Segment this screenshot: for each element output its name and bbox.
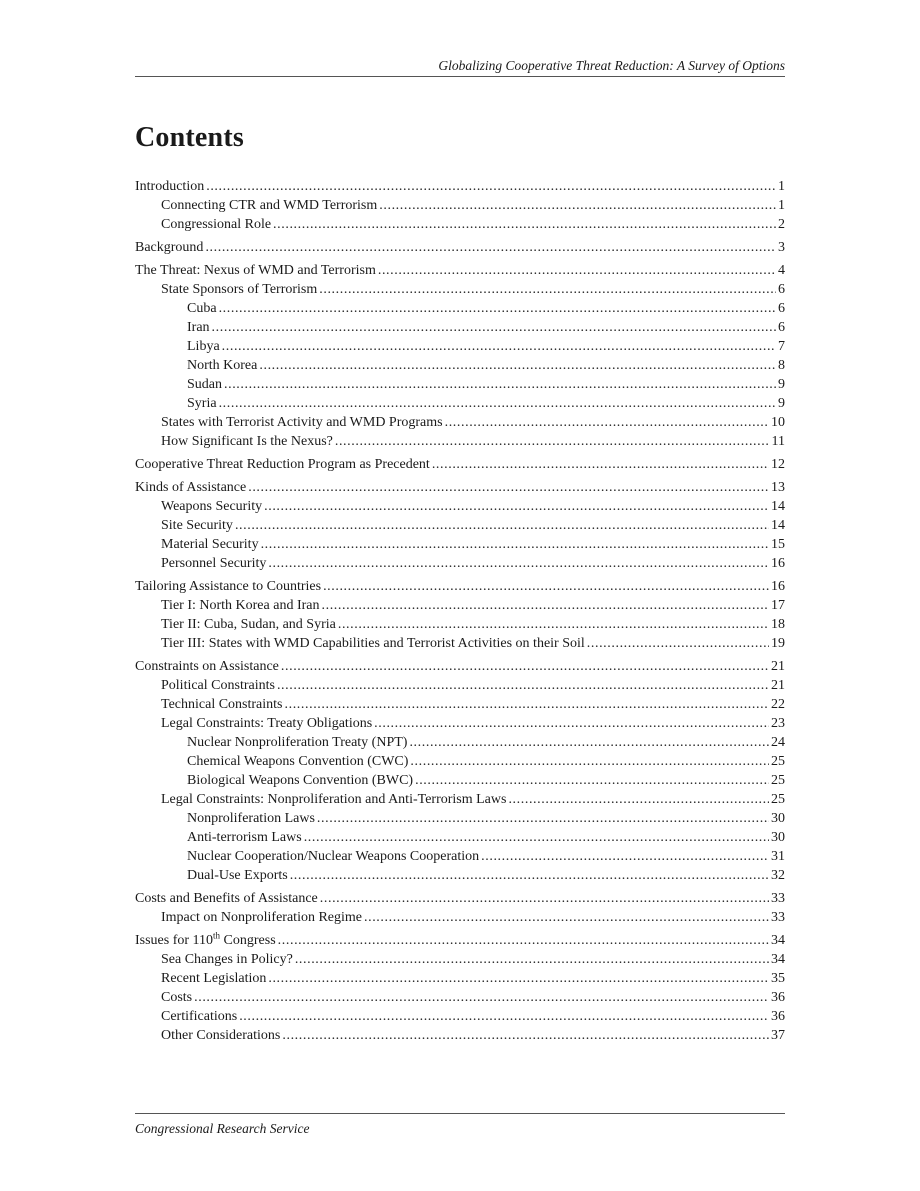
toc-entry-label: Cooperative Threat Reduction Program as Precedent bbox=[135, 457, 430, 472]
toc-entry[interactable] bbox=[135, 497, 785, 516]
toc-dot-leader bbox=[261, 535, 769, 554]
toc-page-number: 17 bbox=[771, 598, 785, 613]
toc-entry[interactable] bbox=[135, 1007, 785, 1026]
toc-entry-label: Tier III: States with WMD Capabilities and Terrorist Activities on their Soil bbox=[161, 636, 585, 651]
toc-entry[interactable] bbox=[135, 657, 785, 676]
toc-entry[interactable] bbox=[135, 615, 785, 634]
toc-entry-label: Costs bbox=[161, 990, 193, 1005]
toc-dot-leader bbox=[335, 432, 770, 451]
toc-entry-label: Libya bbox=[187, 339, 220, 354]
toc-entry-label: Biological Weapons Convention (BWC) bbox=[187, 773, 414, 788]
toc-entry[interactable] bbox=[135, 177, 785, 196]
toc-dot-leader bbox=[239, 1007, 769, 1026]
toc-dot-leader bbox=[410, 752, 769, 771]
toc-entry[interactable] bbox=[135, 337, 785, 356]
toc-page-number: 2 bbox=[778, 217, 785, 232]
toc-entry[interactable] bbox=[135, 988, 785, 1007]
running-footer: Congressional Research Service bbox=[135, 1113, 785, 1137]
toc-entry[interactable] bbox=[135, 790, 785, 809]
toc-page-number: 25 bbox=[771, 754, 785, 769]
toc-entry-label: Constraints on Assistance bbox=[135, 659, 279, 674]
toc-dot-leader bbox=[320, 889, 769, 908]
toc-entry-label: Sea Changes in Policy? bbox=[161, 952, 293, 967]
toc-entry[interactable] bbox=[135, 394, 785, 413]
toc-page-number: 11 bbox=[771, 434, 785, 449]
toc-entry[interactable] bbox=[135, 196, 785, 215]
toc-page-number: 37 bbox=[771, 1028, 785, 1043]
toc-page-number: 19 bbox=[771, 636, 785, 651]
toc-dot-leader bbox=[378, 261, 776, 280]
toc-dot-leader bbox=[304, 828, 769, 847]
toc-entry[interactable] bbox=[135, 596, 785, 615]
toc-page-number: 21 bbox=[771, 678, 785, 693]
toc-entry-label: Syria bbox=[187, 396, 217, 411]
page-title: Contents bbox=[135, 122, 244, 153]
toc-dot-leader bbox=[481, 847, 769, 866]
toc-entry[interactable] bbox=[135, 554, 785, 573]
toc-page-number: 6 bbox=[778, 320, 785, 335]
toc-page-number: 6 bbox=[778, 301, 785, 316]
toc-entry[interactable] bbox=[135, 261, 785, 280]
toc-dot-leader bbox=[259, 356, 776, 375]
toc-entry-label: Recent Legislation bbox=[161, 971, 267, 986]
toc-dot-leader bbox=[206, 177, 776, 196]
toc-dot-leader bbox=[212, 318, 776, 337]
toc-page-number: 34 bbox=[771, 952, 785, 967]
toc-dot-leader bbox=[409, 733, 769, 752]
toc-entry[interactable] bbox=[135, 676, 785, 695]
toc-page-number: 7 bbox=[778, 339, 785, 354]
toc-dot-leader bbox=[285, 695, 770, 714]
toc-entry[interactable] bbox=[135, 215, 785, 234]
toc-page-number: 32 bbox=[771, 868, 785, 883]
toc-dot-leader bbox=[295, 950, 769, 969]
toc-dot-leader bbox=[319, 280, 776, 299]
toc-dot-leader bbox=[508, 790, 769, 809]
toc-page-number: 14 bbox=[771, 499, 785, 514]
toc-entry-label: Nuclear Cooperation/Nuclear Weapons Cooperation bbox=[187, 849, 480, 864]
toc-dot-leader bbox=[282, 1026, 769, 1045]
toc-entry-label: Connecting CTR and WMD Terrorism bbox=[161, 198, 378, 213]
running-header: Globalizing Cooperative Threat Reduction: A Survey of Options bbox=[135, 58, 785, 77]
toc-dot-leader bbox=[268, 969, 769, 988]
toc-page-number: 1 bbox=[778, 179, 785, 194]
toc-page-number: 9 bbox=[778, 377, 785, 392]
toc-page-number: 13 bbox=[771, 480, 785, 495]
toc-entry[interactable] bbox=[135, 375, 785, 394]
toc-entry[interactable] bbox=[135, 280, 785, 299]
toc-entry[interactable] bbox=[135, 238, 785, 257]
toc-page-number: 21 bbox=[771, 659, 785, 674]
toc-entry-label: Costs and Benefits of Assistance bbox=[135, 891, 318, 906]
toc-dot-leader bbox=[415, 771, 769, 790]
toc-dot-leader bbox=[587, 634, 769, 653]
toc-page-number: 22 bbox=[771, 697, 785, 712]
toc-dot-leader bbox=[322, 596, 770, 615]
toc-entry-label: Issues for 110th Congress bbox=[135, 930, 276, 948]
toc-dot-leader bbox=[219, 299, 776, 318]
toc-entry-label: Weapons Security bbox=[161, 499, 263, 514]
toc-dot-leader bbox=[268, 554, 769, 573]
toc-dot-leader bbox=[205, 238, 776, 257]
toc-page-number: 15 bbox=[771, 537, 785, 552]
toc-dot-leader bbox=[277, 676, 769, 695]
toc-entry-label: Personnel Security bbox=[161, 556, 267, 571]
toc-dot-leader bbox=[432, 455, 769, 474]
toc-entry-label: Certifications bbox=[161, 1009, 238, 1024]
toc-entry[interactable] bbox=[135, 413, 785, 432]
toc-page-number: 34 bbox=[771, 933, 785, 948]
toc-entry[interactable] bbox=[135, 432, 785, 451]
toc-page-number: 16 bbox=[771, 579, 785, 594]
table-of-contents bbox=[135, 177, 785, 1045]
toc-page-number: 25 bbox=[771, 773, 785, 788]
toc-page-number: 30 bbox=[771, 830, 785, 845]
toc-entry-label: How Significant Is the Nexus? bbox=[161, 434, 333, 449]
toc-entry-label: Anti-terrorism Laws bbox=[187, 830, 302, 845]
toc-entry[interactable] bbox=[135, 1026, 785, 1045]
toc-entry-label: Introduction bbox=[135, 179, 205, 194]
toc-page-number: 30 bbox=[771, 811, 785, 826]
toc-entry-label: North Korea bbox=[187, 358, 258, 373]
toc-dot-leader bbox=[281, 657, 769, 676]
toc-entry-label: Congressional Role bbox=[161, 217, 272, 232]
toc-page-number: 31 bbox=[771, 849, 785, 864]
toc-dot-leader bbox=[338, 615, 769, 634]
toc-page-number: 6 bbox=[778, 282, 785, 297]
toc-entry-label: Nuclear Nonproliferation Treaty (NPT) bbox=[187, 735, 408, 750]
toc-page-number: 16 bbox=[771, 556, 785, 571]
toc-entry-label: Impact on Nonproliferation Regime bbox=[161, 910, 362, 925]
toc-dot-leader bbox=[222, 337, 776, 356]
toc-dot-leader bbox=[317, 809, 769, 828]
toc-entry-label: Material Security bbox=[161, 537, 259, 552]
toc-page-number: 14 bbox=[771, 518, 785, 533]
toc-page-number: 24 bbox=[771, 735, 785, 750]
toc-entry-label: Background bbox=[135, 240, 204, 255]
toc-entry-label: The Threat: Nexus of WMD and Terrorism bbox=[135, 263, 376, 278]
toc-entry-label: Site Security bbox=[161, 518, 233, 533]
toc-dot-leader bbox=[248, 478, 769, 497]
toc-page-number: 8 bbox=[778, 358, 785, 373]
toc-entry[interactable] bbox=[135, 733, 785, 752]
toc-entry[interactable] bbox=[135, 516, 785, 535]
toc-entry[interactable] bbox=[135, 950, 785, 969]
toc-page-number: 25 bbox=[771, 792, 785, 807]
toc-dot-leader bbox=[219, 394, 776, 413]
toc-entry[interactable] bbox=[135, 318, 785, 337]
toc-entry-label: Legal Constraints: Treaty Obligations bbox=[161, 716, 373, 731]
toc-entry-label: Technical Constraints bbox=[161, 697, 283, 712]
toc-entry[interactable] bbox=[135, 889, 785, 908]
toc-entry[interactable] bbox=[135, 828, 785, 847]
toc-entry[interactable] bbox=[135, 299, 785, 318]
toc-entry-label: Political Constraints bbox=[161, 678, 275, 693]
toc-entry[interactable] bbox=[135, 356, 785, 375]
toc-dot-leader bbox=[278, 931, 769, 950]
toc-page-number: 23 bbox=[771, 716, 785, 731]
toc-page-number: 9 bbox=[778, 396, 785, 411]
toc-entry-label: Iran bbox=[187, 320, 210, 335]
toc-entry-label: Legal Constraints: Nonproliferation and Anti-Terrorism Laws bbox=[161, 792, 507, 807]
toc-page-number: 35 bbox=[771, 971, 785, 986]
toc-page-number: 12 bbox=[771, 457, 785, 472]
toc-page-number: 36 bbox=[771, 1009, 785, 1024]
toc-entry-label: Tailoring Assistance to Countries bbox=[135, 579, 322, 594]
toc-entry-label: Chemical Weapons Convention (CWC) bbox=[187, 754, 409, 769]
toc-dot-leader bbox=[224, 375, 776, 394]
toc-page-number: 33 bbox=[771, 910, 785, 925]
toc-entry[interactable] bbox=[135, 969, 785, 988]
toc-dot-leader bbox=[194, 988, 769, 1007]
toc-entry-label: Dual-Use Exports bbox=[187, 868, 288, 883]
toc-entry-label: Nonproliferation Laws bbox=[187, 811, 315, 826]
toc-entry[interactable] bbox=[135, 752, 785, 771]
toc-page-number: 18 bbox=[771, 617, 785, 632]
toc-entry[interactable] bbox=[135, 847, 785, 866]
toc-dot-leader bbox=[323, 577, 769, 596]
toc-entry[interactable] bbox=[135, 535, 785, 554]
toc-entry[interactable] bbox=[135, 478, 785, 497]
toc-page-number: 1 bbox=[778, 198, 785, 213]
toc-page-number: 36 bbox=[771, 990, 785, 1005]
toc-dot-leader bbox=[273, 215, 776, 234]
toc-dot-leader bbox=[290, 866, 769, 885]
toc-entry[interactable] bbox=[135, 695, 785, 714]
toc-entry[interactable] bbox=[135, 908, 785, 927]
toc-dot-leader bbox=[445, 413, 769, 432]
toc-page-number: 4 bbox=[778, 263, 785, 278]
toc-page-number: 3 bbox=[778, 240, 785, 255]
toc-entry-label: Tier II: Cuba, Sudan, and Syria bbox=[161, 617, 336, 632]
toc-entry[interactable] bbox=[135, 866, 785, 885]
toc-entry-label: Cuba bbox=[187, 301, 217, 316]
toc-entry[interactable] bbox=[135, 714, 785, 733]
toc-dot-leader bbox=[235, 516, 769, 535]
toc-entry-label: Kinds of Assistance bbox=[135, 480, 247, 495]
toc-entry-label: State Sponsors of Terrorism bbox=[161, 282, 318, 297]
toc-entry[interactable] bbox=[135, 455, 785, 474]
toc-entry[interactable] bbox=[135, 809, 785, 828]
toc-entry-label: States with Terrorist Activity and WMD Programs bbox=[161, 415, 443, 430]
toc-entry-label: Tier I: North Korea and Iran bbox=[161, 598, 320, 613]
toc-dot-leader bbox=[264, 497, 769, 516]
toc-page-number: 33 bbox=[771, 891, 785, 906]
toc-dot-leader bbox=[374, 714, 769, 733]
toc-page-number: 10 bbox=[771, 415, 785, 430]
toc-entry-label: Other Considerations bbox=[161, 1028, 281, 1043]
toc-dot-leader bbox=[379, 196, 776, 215]
toc-entry[interactable] bbox=[135, 634, 785, 653]
toc-entry-label: Sudan bbox=[187, 377, 222, 392]
toc-entry[interactable] bbox=[135, 577, 785, 596]
toc-dot-leader bbox=[364, 908, 769, 927]
toc-entry[interactable] bbox=[135, 931, 785, 950]
toc-entry[interactable] bbox=[135, 771, 785, 790]
